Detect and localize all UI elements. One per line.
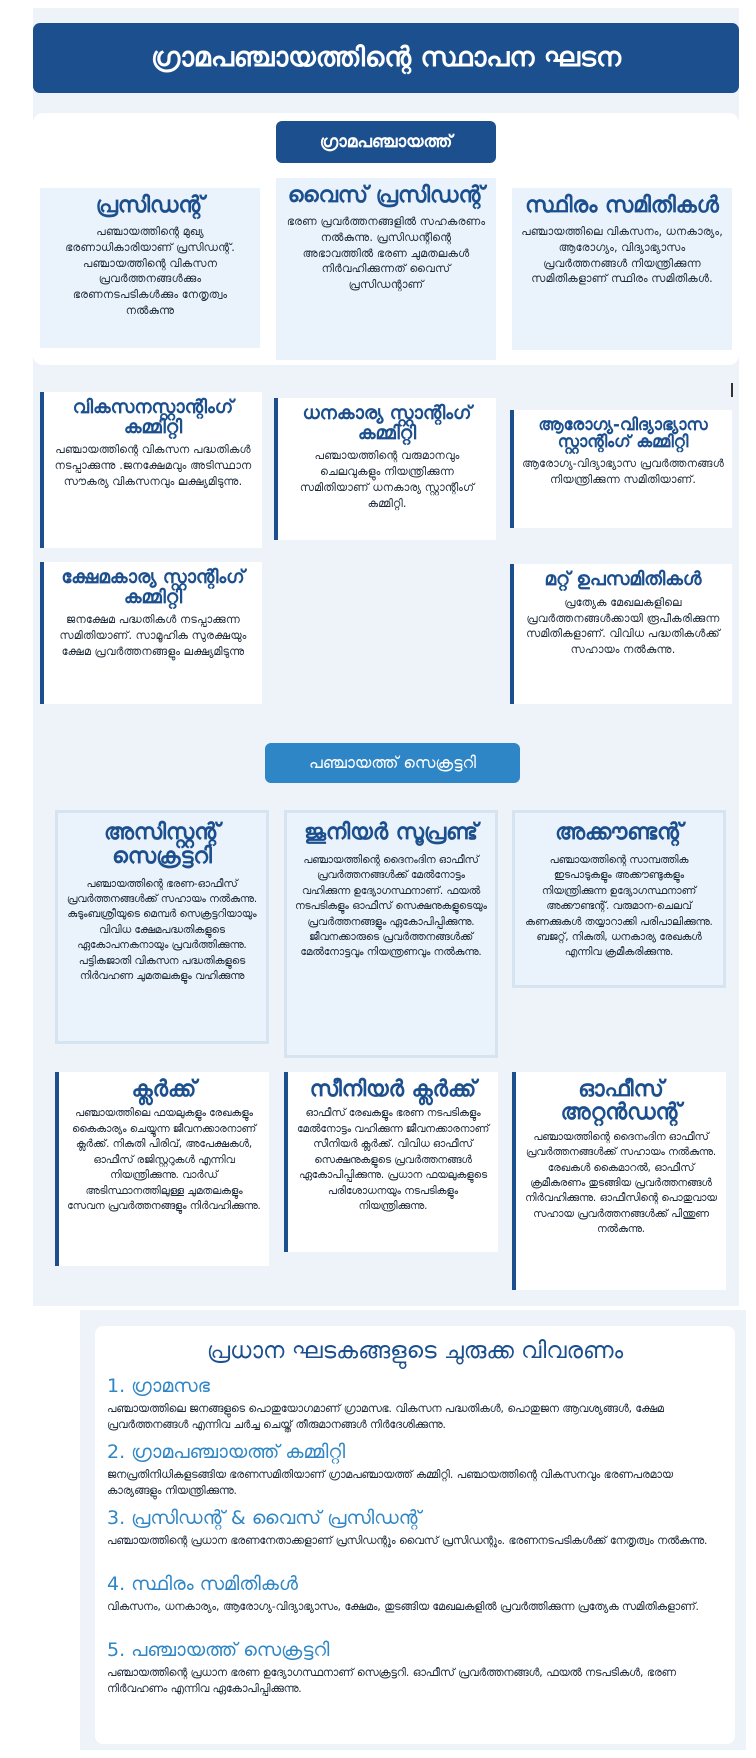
summary-item-gramasabha xyxy=(107,1376,727,1433)
staff-text: പഞ്ചായത്തിന്റെ ദൈനംദിന ഓഫീസ് പ്രവർത്തനങ്ങൾക്ക് സഹായം നൽകുന്നു. രേഖകൾ കൈമാറൽ, ഓഫീസ് ക്രമീകരണം തുടങ്ങിയ പ്രവർത്തനങ്ങൾ നിർവഹിക്കുന്നു. ഓഫീസിന്റെ പൊതുവായ സഹായ പ്രവർത്തനങ്ങൾക്ക് പിന്തുണ നൽകുന്നു. xyxy=(525,1130,717,1236)
standing-committees-card xyxy=(512,188,732,350)
divider-mark xyxy=(731,383,733,397)
staff-text: പഞ്ചായത്തിലെ ഫയലുകളും രേഖകളും കൈകാര്യം ചെയ്യുന്ന ജീവനക്കാരനാണ് ക്ലർക്ക്. നികുതി പിരിവ്, അപേക്ഷകൾ, ഓഫീസ് രജിസ്റ്ററുകൾ എന്നിവ നിയന്ത്രിക്കുന്നു. വാർഡ് അടിസ്ഥാനത്തിലുള്ള ചുമതലകളും സേവന പ്രവർത്തനങ്ങളും നിർവഹിക്കുന്നു. xyxy=(67,1107,261,1212)
standing-committees-title: സ്ഥിരം സമിതികൾ xyxy=(525,193,719,218)
page-title-bar xyxy=(33,23,739,93)
vice-president-title: വൈസ് പ്രസിഡന്റ് xyxy=(287,183,485,208)
staff-text: പഞ്ചായത്തിന്റെ ദൈനംദിന ഓഫീസ് പ്രവർത്തനങ്ങൾക്ക് മേൽനോട്ടം വഹിക്കുന്ന ഉദ്യോഗസ്ഥനാണ്. ഫയൽ നടപടികളും ഓഫീസ് സെക്ഷനുകളുടെയും പ്രവർത്തനങ്ങളും ഏകോപിപ്പിക്കുന്നു. ജീവനക്കാരുടെ പ്രവർത്തനങ്ങൾക്ക് മേൽനോട്ടവും നിയന്ത്രണവും നൽകുന്നു. xyxy=(295,853,487,959)
president-text: പഞ്ചായത്തിന്റെ മുഖ്യ ഭരണാധികാരിയാണ് പ്രസിഡന്റ്. പഞ്ചായത്തിന്റെ വികസന പ്രവർത്തനങ്ങൾക്കും ഭരണനടപടികൾക്കും നേതൃത്വം നൽകുന്നു xyxy=(65,224,235,318)
president-card xyxy=(40,188,260,348)
staff-title: ക്ലർക്ക് xyxy=(131,1077,197,1102)
committee-text: പ്രത്യേക മേഖലകളിലെ പ്രവർത്തനങ്ങൾക്കായി രൂപീകരിക്കുന്ന സമിതികളാണ്. വിവിധ പദ്ധതികൾക്ക് സഹായം നൽകുന്നു. xyxy=(526,595,720,657)
vice-president-text: ഭരണ പ്രവർത്തനങ്ങളിൽ സഹകരണം നൽകുന്നു. പ്രസിഡന്റിന്റെ അഭാവത്തിൽ ഭരണ ചുമതലകൾ നിർവഹിക്കുന്നത് വൈസ് പ്രസിഡന്റാണ് xyxy=(286,214,486,292)
staff-card-clerk xyxy=(55,1072,269,1266)
committee-text: ജനക്ഷേമ പദ്ധതികൾ നടപ്പാക്കുന്ന സമിതിയാണ്. സാമൂഹിക സുരക്ഷയും ക്ഷേമ പ്രവർത്തനങ്ങളും ലക്ഷ്യമിടുന്നു xyxy=(59,613,247,659)
summary-text: പഞ്ചായത്തിന്റെ പ്രധാന ഭരണ ഉദ്യോഗസ്ഥനാണ് സെക്രട്ടറി. ഓഫീസ് പ്രവർത്തനങ്ങൾ, ഫയൽ നടപടികൾ, ഭരണ നിർവഹണം എന്നിവ ഏകോപിപ്പിക്കുന്നു. xyxy=(107,1665,676,1696)
staff-text: പഞ്ചായത്തിന്റെ ഭരണ-ഓഫീസ് പ്രവർത്തനങ്ങൾക്ക് സഹായം നൽകുന്നു. കുടുംബശ്രീയുടെ മെമ്പർ സെക്രട്ടറിയായും വിവിധ ക്ഷേമപദ്ധതികളുടെ ഏകോപനകനായും പ്രവർത്തിക്കുന്നു. പട്ടികജാതി വികസന പദ്ധതികളുടെ നിർവഹണ ചുമതലകളും വഹിക്കുന്നു xyxy=(66,877,258,983)
committee-card-welfare xyxy=(40,562,262,704)
committee-card-finance xyxy=(274,398,496,540)
summary-item-president xyxy=(107,1508,727,1549)
summary-text: വികസനം, ധനകാര്യം, ആരോഗ്യ-വിദ്യാഭ്യാസം, ക്ഷേമം, തുടങ്ങിയ മേഖലകളിൽ പ്രവർത്തിക്കുന്ന പ്രത്യേക സമിതികളാണ്. xyxy=(107,1599,699,1613)
summary-text: പഞ്ചായത്തിന്റെ പ്രധാന ഭരണനേതാക്കളാണ് പ്രസിഡന്റും വൈസ് പ്രസിഡന്റും. ഭരണനടപടികൾക്ക് നേതൃത്വം നൽകുന്നു. xyxy=(107,1533,708,1547)
staff-title: അസിസ്റ്റന്റ് സെക്രട്ടറി xyxy=(103,820,221,869)
page-title: ഗ്രാമപഞ്ചായത്തിന്റെ സ്ഥാപന ഘടന xyxy=(150,42,622,73)
committee-title: ആരോഗ്യ-വിദ്യാഭ്യാസ സ്റ്റാന്റിംഗ് കമ്മിറ്റി xyxy=(538,415,708,452)
president-title: പ്രസിഡന്റ് xyxy=(95,193,205,218)
standing-committees-text: പഞ്ചായത്തിലെ വികസനം, ധനകാര്യം, ആരോഗ്യം, വിദ്യാഭ്യാസം പ്രവർത്തനങ്ങൾ നിയന്ത്രിക്കുന്ന സമിതികളാണ് സ്ഥിരം സമിതികൾ. xyxy=(521,224,723,286)
summary-heading: 3. പ്രസിഡന്റ് & വൈസ് പ്രസിഡന്റ് xyxy=(107,1507,421,1529)
committee-card-health-education xyxy=(510,410,732,528)
committee-title: വികസനസ്റ്റാന്റിംഗ് കമ്മിറ്റി xyxy=(72,397,234,438)
committee-text: പഞ്ചായത്തിന്റെ വരുമാനവും ചെലവുകളും നിയന്ത്രിക്കുന്ന സമിതിയാണ് ധനകാര്യ സ്റ്റാന്റിംഗ് കമ്മിറ്റി. xyxy=(299,449,475,510)
summary-text: പഞ്ചായത്തിലെ ജനങ്ങളുടെ പൊതുയോഗമാണ് ഗ്രാമസഭ. വികസന പദ്ധതികൾ, പൊതുജന ആവശ്യങ്ങൾ, ക്ഷേമ പ്രവർത്തനങ്ങൾ എന്നിവ ചർച്ച ചെയ്ത് തീരുമാനങ്ങൾ നിർദേശിക്കുന്നു. xyxy=(107,1401,664,1432)
staff-card-office-attendant xyxy=(512,1072,726,1290)
summary-heading: 1. ഗ്രാമസഭ xyxy=(107,1375,210,1397)
staff-card-junior-superintendent xyxy=(284,810,498,1058)
committee-text: പഞ്ചായത്തിന്റെ വികസന പദ്ധതികൾ നടപ്പാക്കുന്നു .ജനക്ഷേമവും അടിസ്ഥാന സൗകര്യ വികസനവും ലക്ഷ്യമിടുന്നു. xyxy=(54,443,252,489)
summary-heading: 5. പഞ്ചായത്ത് സെക്രട്ടറി xyxy=(107,1639,330,1661)
summary-heading: 2. ഗ്രാമപഞ്ചായത്ത് കമ്മിറ്റി xyxy=(107,1441,346,1463)
summary-heading: 4. സ്ഥിരം സമിതികൾ xyxy=(107,1573,298,1595)
committee-title: ക്ഷേമകാര്യ സ്റ്റാന്റിംഗ് കമ്മിറ്റി xyxy=(61,567,245,608)
summary-item-panchayat-committee xyxy=(107,1442,727,1499)
gram-panchayat-label: ഗ്രാമപഞ്ചായത്ത് xyxy=(276,121,496,163)
staff-card-assistant-secretary xyxy=(55,810,269,1044)
summary-item-secretary xyxy=(107,1640,727,1697)
staff-card-accountant xyxy=(512,810,726,988)
committee-card-subcommittees xyxy=(510,564,732,704)
committee-card-development xyxy=(40,392,262,548)
committee-text: ആരോഗ്യ-വിദ്യാഭ്യാസ പ്രവർത്തനങ്ങൾ നിയന്ത്രിക്കുന്ന സമിതിയാണ്. xyxy=(522,456,724,486)
staff-title: അക്കൗണ്ടന്റ് xyxy=(555,820,683,845)
staff-text: പഞ്ചായത്തിന്റെ സാമ്പത്തിക ഇടപാടുകളും അക്കൗണ്ടുകളും നിയന്ത്രിക്കുന്ന ഉദ്യോഗസ്ഥനാണ് അക്കൗണ്ടന്റ്. വരുമാന-ചെലവ് കണക്കുകൾ തയ്യാറാക്കി പരിപാലിക്കുന്നു. ബജറ്റ്, നികുതി, ധനകാര്യ രേഖകൾ എന്നിവ ക്രമീകരിക്കുന്നു. xyxy=(525,853,713,959)
summary-item-standing-committees xyxy=(107,1574,727,1615)
committee-title: മറ്റ് ഉപസമിതികൾ xyxy=(544,569,702,590)
secretary-label: പഞ്ചായത്ത് സെക്രട്ടറി xyxy=(265,743,520,783)
staff-title: സീനിയർ ക്ലർക്ക് xyxy=(309,1077,477,1102)
staff-title: ജൂനിയർ സൂപ്രണ്ട് xyxy=(304,820,478,845)
staff-card-senior-clerk xyxy=(284,1072,498,1252)
summary-text: ജനപ്രതിനിധികളടങ്ങിയ ഭരണസമിതിയാണ് ഗ്രാമപഞ്ചായത്ത് കമ്മിറ്റി. പഞ്ചായത്തിന്റെ വികസനവും ഭരണപരമായ കാര്യങ്ങളും നിയന്ത്രിക്കുന്നു. xyxy=(107,1467,673,1498)
vice-president-card xyxy=(276,178,496,360)
summary-title: പ്രധാന ഘടകങ്ങളുടെ ചുരുക്ക വിവരണം xyxy=(206,1338,624,1364)
committee-title: ധനകാര്യ സ്റ്റാന്റിംഗ് കമ്മിറ്റി xyxy=(302,403,472,444)
staff-title: ഓഫീസ് അറ്റൻഡന്റ് xyxy=(560,1077,682,1126)
staff-text: ഓഫീസ് രേഖകളും ഭരണ നടപടികളും മേൽനോട്ടം വഹിക്കുന്ന ജീവനക്കാരനാണ് സീനിയർ ക്ലർക്ക്. വിവിധ ഓഫീസ് സെക്ഷനുകളുടെ പ്രവർത്തനങ്ങൾ ഏകോപിപ്പിക്കുന്നു. പ്രധാന ഫയലുകളുടെ പരിശോധനയും നടപടികളും നിയന്ത്രിക്കുന്നു. xyxy=(296,1107,490,1212)
